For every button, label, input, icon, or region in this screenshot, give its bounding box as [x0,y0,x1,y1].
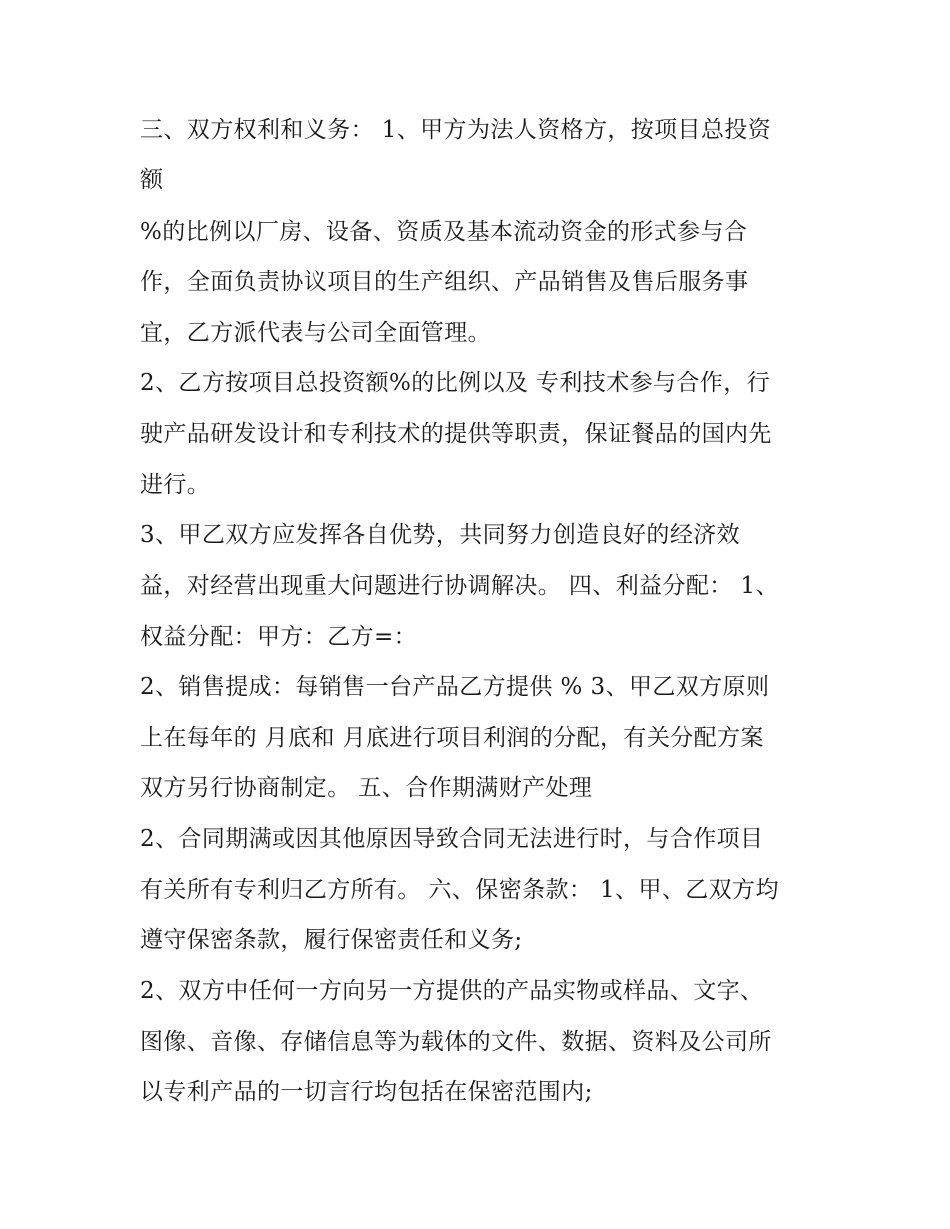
text-line: 益，对经营出现重大问题进行协调解决。 四、利益分配： 1、 [140,573,779,599]
text-line: 宜，乙方派代表与公司全面管理。 [140,320,491,346]
text-line: 2、销售提成：每销售一台产品乙方提供 % 3、甲乙双方原则 [140,674,770,700]
text-line: 以专利产品的一切言行均包括在保密范围内; [140,1079,593,1105]
text-line: 遵守保密条款，履行保密责任和义务; [140,927,523,953]
text-line: 图像、音像、存储信息等为载体的文件、数据、资料及公司所 [140,1029,772,1055]
text-line: 上在每年的 月底和 月底进行项目利润的分配，有关分配方案 [140,725,764,751]
text-line: %的比例以厂房、设备、资质及基本流动资金的形式参与合 [140,219,748,245]
text-line: 双方另行协商制定。 五、合作期满财产处理 [140,775,593,801]
text-line: 额 [140,167,164,193]
text-line: 驶产品研发设计和专利技术的提供等职责，保证餐品的国内先 [140,421,772,447]
text-line: 2、乙方按项目总投资额%的比例以及 专利技术参与合作，行 [140,370,770,396]
text-line: 进行。 [140,472,211,498]
text-line: 权益分配：甲方：乙方=： [140,624,418,650]
text-line: 3、甲乙双方应发挥各自优势，共同努力创造良好的经济效 [140,522,741,548]
text-line: 三、双方权利和义务： 1、甲方为法人资格方，按项目总投资 [140,117,772,143]
text-line: 2、合同期满或因其他原因导致合同无法进行时，与合作项目 [140,826,764,852]
text-line: 作，全面负责协议项目的生产组织、产品销售及售后服务事 [140,269,749,295]
text-line: 2、双方中任何一方向另一方提供的产品实物或样品、文字、 [140,978,764,1004]
text-line: 有关所有专利归乙方所有。 六、保密条款： 1、甲、乙双方均 [140,877,779,903]
